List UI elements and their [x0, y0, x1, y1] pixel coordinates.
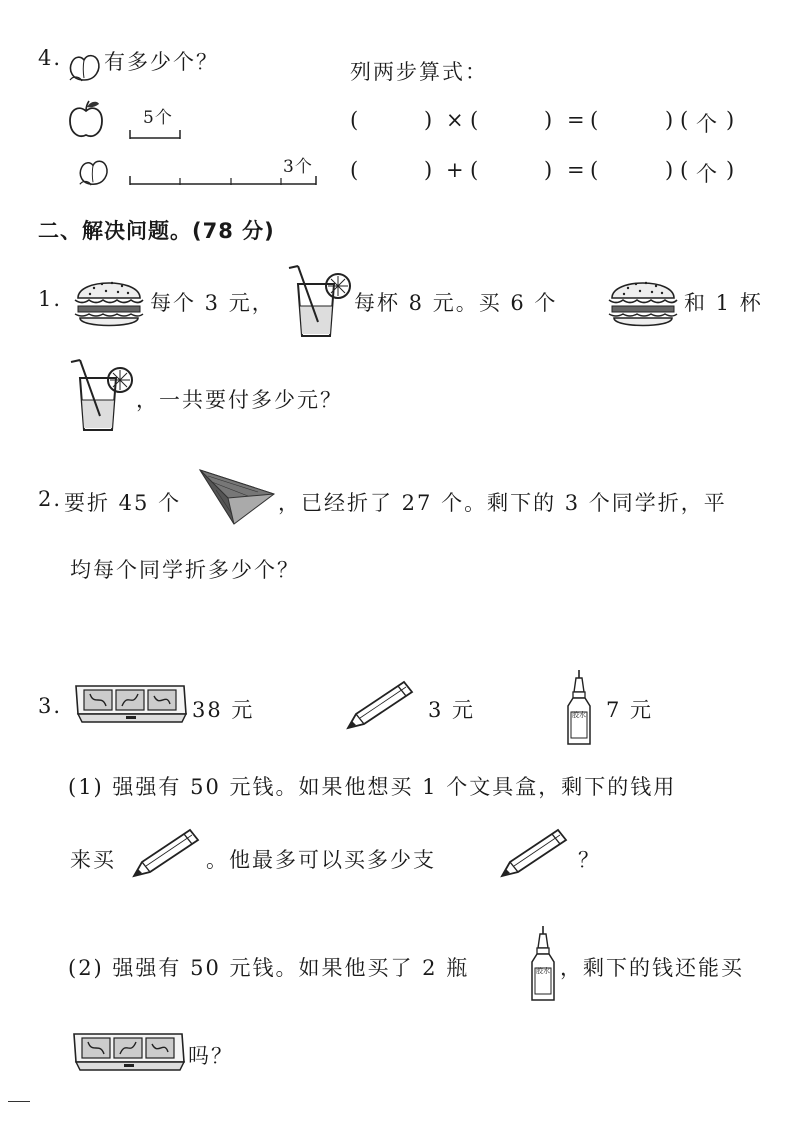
page-edge-mark — [8, 1101, 30, 1102]
hamburger-icon — [72, 268, 146, 332]
p3-sub2-line1a: (2) 强强有 50 元钱。如果他买了 2 瓶 — [68, 956, 470, 980]
p3-sub2-end: 吗？ — [188, 1044, 234, 1068]
p2-number: 2. — [38, 487, 63, 511]
q4-instruction: 列两步算式： — [350, 60, 488, 84]
equals-sign: = — [567, 158, 587, 182]
p1-text-d: ，一共要付多少元？ — [136, 388, 343, 412]
segment-label-peach: 3个 — [283, 157, 313, 177]
glue-label: 胶水 — [536, 967, 550, 975]
apple-icon — [67, 99, 105, 141]
q4-number: 4. — [38, 46, 63, 70]
unit-open-paren: ( — [680, 158, 691, 182]
q4-question: 有多少个？ — [104, 50, 219, 74]
glue-label: 胶水 — [572, 711, 586, 719]
p3-sub1-text-b: 。他最多可以买多少支 — [206, 848, 436, 872]
glue-bottle-icon — [564, 668, 594, 746]
p3-sub1-line1: (1) 强强有 50 元钱。如果他想买 1 个文具盒，剩下的钱用 — [68, 775, 677, 799]
times-sign: × — [446, 108, 466, 132]
blank-close-paren: ) — [424, 108, 435, 132]
pencil-icon — [346, 678, 418, 730]
blank-open-paren: ( — [470, 158, 481, 182]
unit-label: 个 — [696, 112, 719, 136]
juice-icon — [284, 262, 354, 340]
blank-close-paren: ) — [665, 158, 676, 182]
p2-text-c: 均每个同学折多少个？ — [70, 558, 300, 582]
blank-open-paren: ( — [350, 158, 361, 182]
blank-open-paren: ( — [470, 108, 481, 132]
unit-open-paren: ( — [680, 108, 691, 132]
p1-text-b: 每杯 8 元。买 6 个 — [354, 291, 558, 315]
p1-number: 1. — [38, 287, 63, 311]
pencil-box-price: 38 元 — [192, 698, 255, 722]
unit-label: 个 — [696, 162, 719, 186]
p2-text-a: 要折 45 个 — [64, 491, 182, 515]
p3-sub1-text-a: 来买 — [70, 848, 116, 872]
pencil-price: 3 元 — [428, 698, 476, 722]
p3-sub2-line1b: ，剩下的钱还能买 — [560, 956, 744, 980]
pencil-box-icon — [72, 680, 190, 724]
glue-bottle-icon — [528, 924, 558, 1002]
blank-open-paren: ( — [590, 108, 601, 132]
glue-price: 7 元 — [606, 698, 654, 722]
pencil-icon — [500, 826, 572, 878]
peach-segment — [128, 172, 320, 186]
peach-icon — [75, 156, 111, 188]
juice-icon — [66, 356, 136, 434]
p3-number: 3. — [38, 694, 63, 718]
p3-sub1-text-c: ？ — [578, 848, 601, 872]
apple-segment — [128, 126, 184, 140]
unit-close-paren: ) — [726, 108, 737, 132]
pencil-box-icon — [70, 1028, 188, 1072]
blank-open-paren: ( — [350, 108, 361, 132]
blank-close-paren: ) — [544, 158, 555, 182]
blank-open-paren: ( — [590, 158, 601, 182]
blank-close-paren: ) — [424, 158, 435, 182]
p2-text-b: ，已经折了 27 个。剩下的 3 个同学折，平 — [278, 491, 727, 515]
section-heading: 二、解决问题。(78 分) — [38, 219, 275, 243]
plus-sign: + — [446, 158, 466, 182]
pencil-icon — [132, 826, 204, 878]
blank-close-paren: ) — [665, 108, 676, 132]
paper-plane-icon — [198, 468, 276, 528]
equals-sign: = — [567, 108, 587, 132]
peach-icon — [66, 50, 102, 84]
blank-close-paren: ) — [544, 108, 555, 132]
segment-label-apple: 5个 — [143, 108, 173, 128]
unit-close-paren: ) — [726, 158, 737, 182]
hamburger-icon — [606, 268, 680, 332]
p1-text-c: 和 1 杯 — [684, 291, 763, 315]
p1-text-a: 每个 3 元， — [150, 291, 275, 315]
